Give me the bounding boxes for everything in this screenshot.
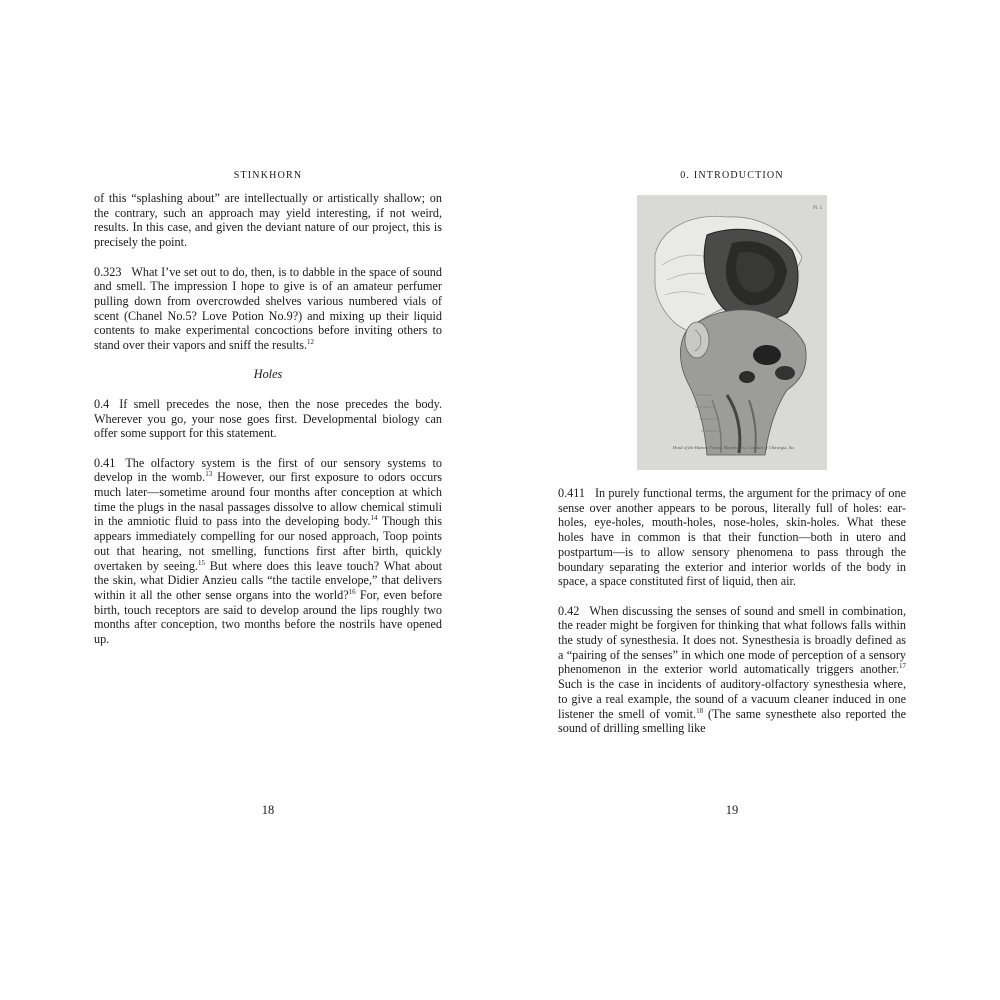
anatomical-head-illustration [637, 195, 827, 470]
footnote-ref[interactable]: 13 [205, 470, 213, 479]
paragraph-0-411: 0.411 In purely functional terms, the argument for the primacy of one sense over another appears to be porous, literally full of holes: ear-holes, eye-holes, mouth-holes, nose-holes, skin-holes. What these holes have in common is that their function—both in utero and postpartum—is to allow sensory phenomena to pass through the boundary separating the exterior and interior worlds of the body in space, a space constituted first of liquid, then air. [558, 486, 906, 589]
footnote-ref[interactable]: 17 [899, 662, 906, 671]
running-head-left: STINKHORN [233, 170, 303, 181]
footnote-ref[interactable]: 16 [348, 587, 356, 596]
left-body-text [94, 191, 442, 661]
section-number: 0.41 [94, 455, 116, 470]
footnote-ref[interactable]: 15 [197, 558, 205, 567]
page-number-left: 18 [261, 803, 275, 817]
paragraph-continuation: of this “splashing about” are intellectually or artistically shallow; on the contrary, such an approach may yield interesting, if not weird, results. In this case, and given the deviant nature of our project, this is precisely the point. [94, 191, 442, 250]
anatomy-engraving [637, 195, 827, 470]
footnote-ref[interactable]: 18 [696, 706, 704, 715]
paragraph-0-323: 0.323 What I’ve set out to do, then, is to dabble in the space of sound and smell. The impression I hope to give is of an amateur perfumer pulling down from overcrowded shelves various numbered vials of scent (Chanel No.5? Love Potion No.9?) and mixing up their liquid contents to make experimental concoctions before inviting others to stand over their vapors and sniff the results.$^{12}$ [94, 264, 442, 353]
plate-number: Pl. 1 [813, 206, 823, 211]
section-subheading: Holes [253, 367, 283, 382]
page-number-right: 19 [725, 803, 739, 817]
footnote-ref[interactable]: 12 [307, 337, 315, 346]
paragraph-0-42: 0.42 When discussing the senses of sound and smell in combination, the reader might be forgiven for thinking that what follows falls within the study of synesthesia. It does not. Synesthesia is broadly defined as a “pairing of the senses” in which one mode of perception of a sensory phenomenon in the exterior world automatically triggers another.$^{17}$ Such is the case in incidents of auditory-olfactory synesthesia where, to give a real example, the sound of a vacuum cleaner induced in one listener the smell of vomit.$^{18}$ (The same synesthete also reported the sound of drilling smelling like [558, 603, 906, 736]
section-number: 0.42 [558, 603, 580, 618]
section-number: 0.323 [94, 264, 122, 279]
right-page [558, 0, 906, 1000]
section-number: 0.4 [94, 396, 110, 411]
paragraph-0-41: 0.41 The olfactory system is the first of our sensory systems to develop in the womb.$^{13}$ However, our first exposure to odors occurs much later—sometime around four months after conception at which time the plugs in the nasal passages dissolve to allow chemical stimuli in the amniotic fluid to pass into the developing body.$^{14}$ Though this appears immediately compelling for our nosed approach, Toop points out that hearing, not smelling, functions first after birth, quickly overtaken by seeing.$^{15}$ But where does this leave touch? What about the skin, what Didier Anzieu calls “the tactile envelope,” that delivers within it all the other sense organs into the world?$^{16}$ For, even before birth, touch receptors are said to develop around the lips roughly two months after conception, two months before the nostrils have opened up. [94, 455, 442, 647]
right-body-text [558, 486, 906, 751]
figure-caption: Head of the Human Foetus, Membranes, Conjoint of Chirurgia, &c. [672, 445, 796, 450]
paragraph-0-4: 0.4 If smell precedes the nose, then the nose precedes the body. Wherever you go, your nose goes first. Developmental biology can offer some support for this statement. [94, 396, 442, 441]
section-number: 0.411 [558, 486, 585, 500]
footnote-ref[interactable]: 14 [370, 514, 378, 523]
left-page [94, 0, 442, 1000]
running-head-right: 0. INTRODUCTION [680, 170, 784, 181]
